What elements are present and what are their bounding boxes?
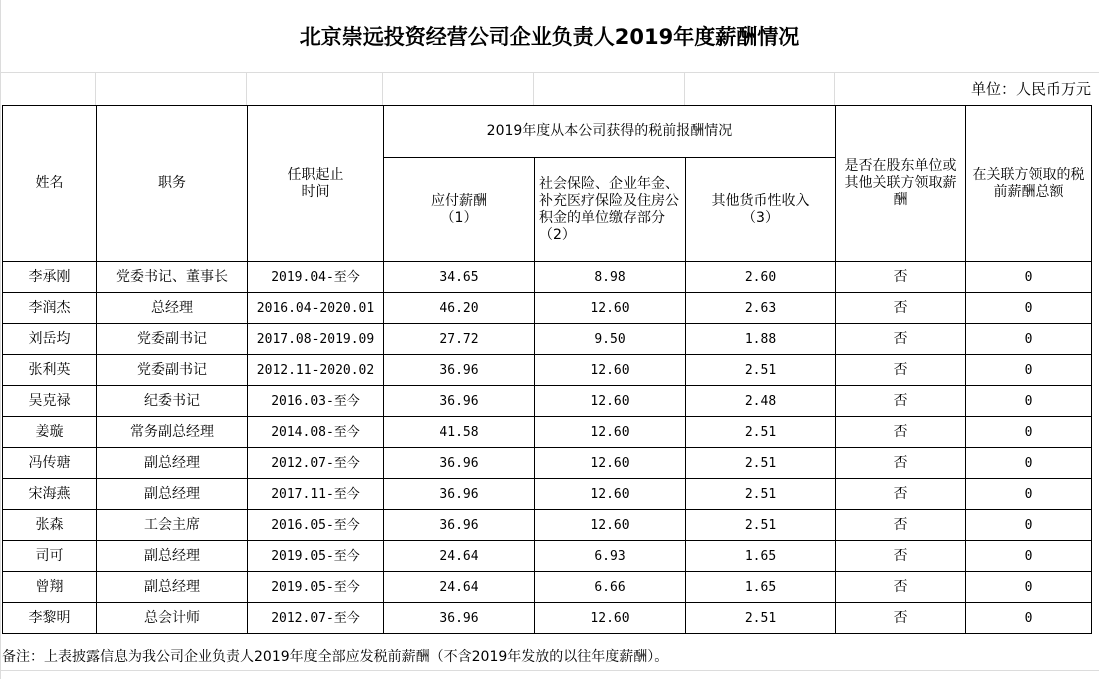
cell-name: 张利英 xyxy=(3,355,97,386)
cell-related-paid: 否 xyxy=(836,386,966,417)
header-name: 姓名 xyxy=(3,106,97,262)
cell-salary: 46.20 xyxy=(384,293,535,324)
cell-position: 党委书记、董事长 xyxy=(97,262,248,293)
cell-related-total: 0 xyxy=(966,603,1092,634)
cell-term: 2017.08-2019.09 xyxy=(248,324,384,355)
cell-related-total: 0 xyxy=(966,324,1092,355)
cell-position: 总经理 xyxy=(97,293,248,324)
cell-other: 2.51 xyxy=(686,603,836,634)
cell-salary: 36.96 xyxy=(384,479,535,510)
header-pay-group: 2019年度从本公司获得的税前报酬情况 xyxy=(384,106,836,158)
table-row xyxy=(3,324,1092,355)
cell-related-total: 0 xyxy=(966,541,1092,572)
cell-insurance: 8.98 xyxy=(535,262,686,293)
cell-other: 2.48 xyxy=(686,386,836,417)
header-salary: 应付薪酬 （1） xyxy=(384,158,535,262)
cell-term: 2012.11-2020.02 xyxy=(248,355,384,386)
cell-salary: 24.64 xyxy=(384,541,535,572)
header-insurance: 社会保险、企业年金、补充医疗保险及住房公积金的单位缴存部分 （2） xyxy=(535,158,686,262)
cell-insurance: 6.93 xyxy=(535,541,686,572)
cell-salary: 24.64 xyxy=(384,572,535,603)
cell-related-total: 0 xyxy=(966,262,1092,293)
cell-term: 2012.07-至今 xyxy=(248,603,384,634)
cell-salary: 36.96 xyxy=(384,510,535,541)
cell-insurance: 9.50 xyxy=(535,324,686,355)
cell-insurance: 12.60 xyxy=(535,386,686,417)
table-row xyxy=(3,572,1092,603)
table-row xyxy=(3,448,1092,479)
cell-position: 工会主席 xyxy=(97,510,248,541)
cell-salary: 41.58 xyxy=(384,417,535,448)
faint-grid-line xyxy=(834,72,835,105)
table-row xyxy=(3,355,1092,386)
cell-term: 2019.05-至今 xyxy=(248,572,384,603)
faint-grid-line xyxy=(0,670,1099,671)
cell-related-total: 0 xyxy=(966,293,1092,324)
cell-related-total: 0 xyxy=(966,479,1092,510)
cell-term: 2017.11-至今 xyxy=(248,479,384,510)
cell-insurance: 12.60 xyxy=(535,417,686,448)
cell-term: 2016.04-2020.01 xyxy=(248,293,384,324)
header-row xyxy=(3,106,1092,158)
header-related-paid: 是否在股东单位或其他关联方领取薪酬 xyxy=(836,106,966,262)
cell-insurance: 12.60 xyxy=(535,293,686,324)
cell-other: 2.60 xyxy=(686,262,836,293)
faint-grid-line xyxy=(382,72,383,105)
header-related-total: 在关联方领取的税前薪酬总额 xyxy=(966,106,1092,262)
cell-related-paid: 否 xyxy=(836,541,966,572)
table-row xyxy=(3,479,1092,510)
cell-term: 2016.03-至今 xyxy=(248,386,384,417)
footnote: 备注：上表披露信息为我公司企业负责人2019年度全部应发税前薪酬（不含2019年发放的以往年度薪酬）。 xyxy=(2,649,669,665)
cell-term: 2019.05-至今 xyxy=(248,541,384,572)
cell-salary: 36.96 xyxy=(384,355,535,386)
cell-related-total: 0 xyxy=(966,386,1092,417)
cell-other: 2.51 xyxy=(686,510,836,541)
cell-position: 常务副总经理 xyxy=(97,417,248,448)
table-row xyxy=(3,417,1092,448)
faint-grid-line xyxy=(684,72,685,105)
cell-other: 2.51 xyxy=(686,417,836,448)
page-title: 北京崇远投资经营公司企业负责人2019年度薪酬情况 xyxy=(299,25,800,49)
cell-related-total: 0 xyxy=(966,417,1092,448)
faint-grid-line xyxy=(533,72,534,105)
faint-grid-line xyxy=(0,72,1099,73)
table-row xyxy=(3,510,1092,541)
cell-other: 2.51 xyxy=(686,479,836,510)
cell-salary: 36.96 xyxy=(384,603,535,634)
cell-insurance: 12.60 xyxy=(535,603,686,634)
cell-other: 2.51 xyxy=(686,355,836,386)
cell-position: 纪委书记 xyxy=(97,386,248,417)
salary-table xyxy=(2,105,1092,634)
cell-term: 2019.04-至今 xyxy=(248,262,384,293)
cell-other: 1.65 xyxy=(686,572,836,603)
unit-label: 单位：人民币万元 xyxy=(970,80,1091,98)
cell-related-paid: 否 xyxy=(836,603,966,634)
cell-position: 党委副书记 xyxy=(97,324,248,355)
cell-name: 李黎明 xyxy=(3,603,97,634)
cell-salary: 27.72 xyxy=(384,324,535,355)
cell-position: 副总经理 xyxy=(97,448,248,479)
cell-insurance: 12.60 xyxy=(535,479,686,510)
faint-grid-line xyxy=(95,72,96,105)
table-body xyxy=(3,262,1092,634)
cell-related-total: 0 xyxy=(966,355,1092,386)
cell-related-total: 0 xyxy=(966,510,1092,541)
cell-name: 姜璇 xyxy=(3,417,97,448)
header-position: 职务 xyxy=(97,106,248,262)
cell-term: 2012.07-至今 xyxy=(248,448,384,479)
cell-insurance: 12.60 xyxy=(535,510,686,541)
cell-related-paid: 否 xyxy=(836,324,966,355)
cell-name: 李承刚 xyxy=(3,262,97,293)
cell-name: 吴克禄 xyxy=(3,386,97,417)
header-term: 任职起止 时间 xyxy=(248,106,384,262)
cell-position: 副总经理 xyxy=(97,572,248,603)
cell-position: 党委副书记 xyxy=(97,355,248,386)
cell-salary: 36.96 xyxy=(384,386,535,417)
cell-related-paid: 否 xyxy=(836,355,966,386)
cell-name: 冯传瑭 xyxy=(3,448,97,479)
cell-insurance: 6.66 xyxy=(535,572,686,603)
cell-related-paid: 否 xyxy=(836,479,966,510)
cell-position: 副总经理 xyxy=(97,541,248,572)
cell-other: 2.63 xyxy=(686,293,836,324)
cell-name: 张森 xyxy=(3,510,97,541)
table-row xyxy=(3,386,1092,417)
cell-position: 副总经理 xyxy=(97,479,248,510)
table-row xyxy=(3,541,1092,572)
cell-name: 宋海燕 xyxy=(3,479,97,510)
cell-related-paid: 否 xyxy=(836,448,966,479)
cell-related-paid: 否 xyxy=(836,572,966,603)
cell-salary: 36.96 xyxy=(384,448,535,479)
cell-name: 李润杰 xyxy=(3,293,97,324)
faint-grid-line xyxy=(0,0,1,679)
table-row xyxy=(3,603,1092,634)
table-row xyxy=(3,262,1092,293)
cell-insurance: 12.60 xyxy=(535,355,686,386)
cell-name: 司可 xyxy=(3,541,97,572)
cell-term: 2016.05-至今 xyxy=(248,510,384,541)
cell-name: 曾翔 xyxy=(3,572,97,603)
table-row xyxy=(3,293,1092,324)
cell-related-total: 0 xyxy=(966,572,1092,603)
cell-related-paid: 否 xyxy=(836,417,966,448)
cell-other: 2.51 xyxy=(686,448,836,479)
cell-related-total: 0 xyxy=(966,448,1092,479)
cell-related-paid: 否 xyxy=(836,293,966,324)
cell-other: 1.65 xyxy=(686,541,836,572)
cell-salary: 34.65 xyxy=(384,262,535,293)
cell-related-paid: 否 xyxy=(836,262,966,293)
cell-insurance: 12.60 xyxy=(535,448,686,479)
cell-other: 1.88 xyxy=(686,324,836,355)
cell-related-paid: 否 xyxy=(836,510,966,541)
cell-term: 2014.08-至今 xyxy=(248,417,384,448)
faint-grid-line xyxy=(246,72,247,105)
header-other-income: 其他货币性收入 （3） xyxy=(686,158,836,262)
cell-position: 总会计师 xyxy=(97,603,248,634)
cell-name: 刘岳均 xyxy=(3,324,97,355)
